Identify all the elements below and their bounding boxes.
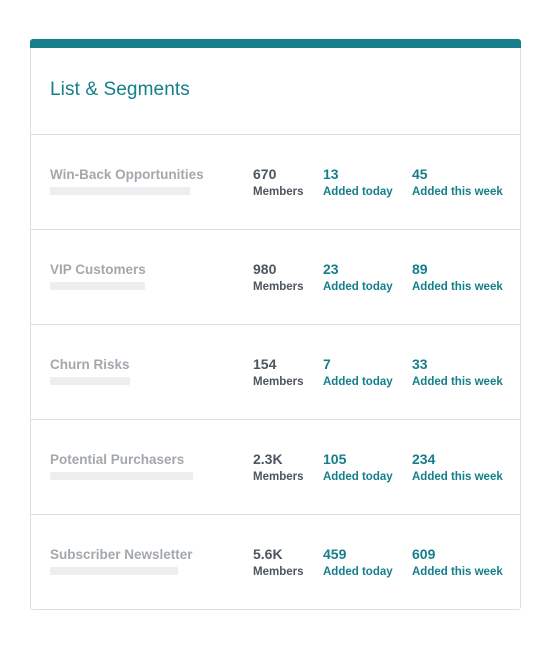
added-week-count: 45	[412, 166, 428, 182]
added-today-label: Added today	[323, 376, 393, 388]
segment-name[interactable]: Subscriber Newsletter	[50, 547, 193, 562]
added-today-count: 459	[323, 546, 347, 562]
segment-placeholder-bar	[50, 187, 190, 195]
members-count: 670	[253, 166, 277, 182]
added-week-stat	[412, 166, 503, 199]
added-week-count: 609	[412, 546, 436, 562]
added-week-count: 234	[412, 451, 436, 467]
members-label: Members	[253, 471, 304, 483]
members-count: 5.6K	[253, 546, 283, 562]
added-week-stat	[412, 451, 503, 484]
list-segments-panel	[30, 39, 521, 610]
added-today-count: 13	[323, 166, 339, 182]
added-today-count: 23	[323, 261, 339, 277]
added-week-stat	[412, 356, 503, 389]
added-today-label: Added today	[323, 186, 393, 198]
added-week-label: Added this week	[412, 566, 503, 578]
members-count: 980	[253, 261, 277, 277]
segment-placeholder-bar	[50, 377, 130, 385]
panel-accent-bar	[30, 39, 521, 48]
added-week-label: Added this week	[412, 471, 503, 483]
added-today-count: 7	[323, 356, 331, 372]
segment-name[interactable]: Potential Purchasers	[50, 452, 185, 467]
segment-row[interactable]	[31, 420, 520, 515]
added-week-label: Added this week	[412, 186, 503, 198]
segment-name[interactable]: VIP Customers	[50, 262, 146, 277]
members-count: 154	[253, 356, 277, 372]
panel-header	[31, 48, 520, 135]
added-today-label: Added today	[323, 281, 393, 293]
added-week-label: Added this week	[412, 281, 503, 293]
members-label: Members	[253, 281, 304, 293]
segment-row[interactable]	[31, 230, 520, 325]
members-count: 2.3K	[253, 451, 283, 467]
added-today-stat	[323, 356, 393, 389]
members-stat	[253, 546, 304, 579]
segment-list	[31, 135, 520, 609]
added-week-label: Added this week	[412, 376, 503, 388]
members-stat	[253, 166, 304, 199]
added-today-stat	[323, 261, 393, 294]
added-week-count: 33	[412, 356, 428, 372]
segment-placeholder-bar	[50, 472, 193, 480]
added-today-stat	[323, 546, 393, 579]
segment-placeholder-bar	[50, 567, 178, 575]
added-today-label: Added today	[323, 566, 393, 578]
segment-row[interactable]	[31, 515, 520, 609]
added-week-stat	[412, 261, 503, 294]
segment-row[interactable]	[31, 325, 520, 420]
segment-row[interactable]	[31, 135, 520, 230]
added-week-stat	[412, 546, 503, 579]
members-label: Members	[253, 376, 304, 388]
added-today-stat	[323, 166, 393, 199]
members-stat	[253, 356, 304, 389]
added-today-label: Added today	[323, 471, 393, 483]
members-stat	[253, 451, 304, 484]
added-week-count: 89	[412, 261, 428, 277]
segment-name[interactable]: Churn Risks	[50, 357, 130, 372]
members-label: Members	[253, 186, 304, 198]
segment-placeholder-bar	[50, 282, 145, 290]
members-stat	[253, 261, 304, 294]
added-today-count: 105	[323, 451, 347, 467]
members-label: Members	[253, 566, 304, 578]
segment-name[interactable]: Win-Back Opportunities	[50, 167, 204, 182]
added-today-stat	[323, 451, 393, 484]
panel-title: List & Segments	[50, 79, 190, 100]
